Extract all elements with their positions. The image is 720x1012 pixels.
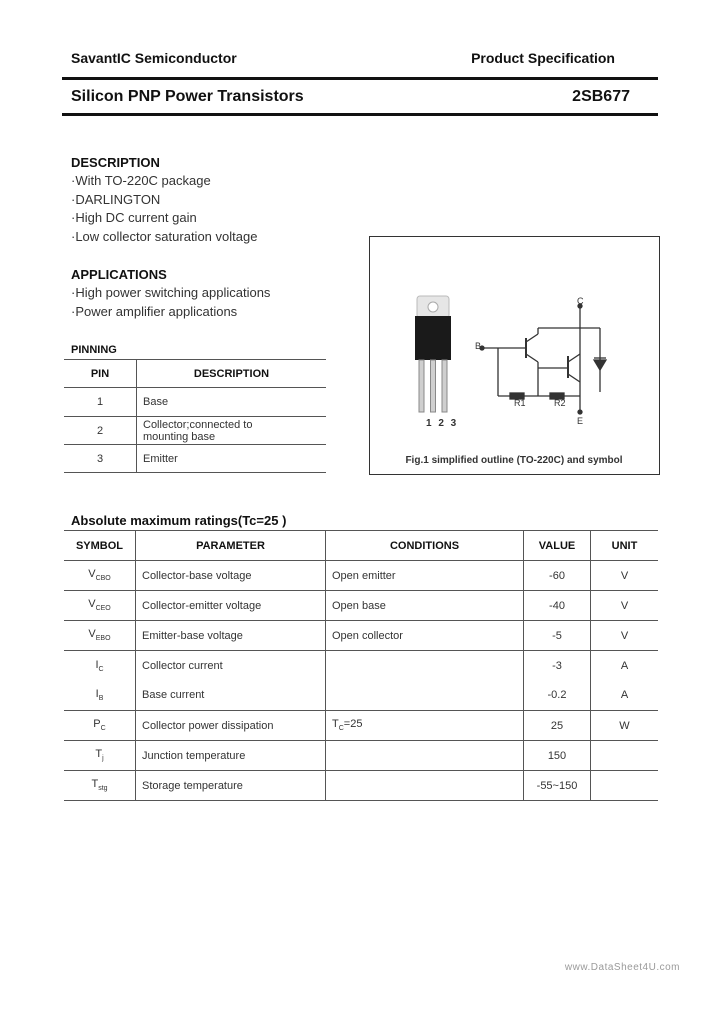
unit-cell: W xyxy=(591,711,659,741)
pin-number: 1 xyxy=(64,388,137,417)
diode-icon xyxy=(594,360,606,370)
symbol-cell: $V_{CBO}$ xyxy=(64,561,136,591)
header-rule-top xyxy=(62,77,658,80)
value-cell: 150 xyxy=(524,741,591,771)
value-cell: 25 xyxy=(524,711,591,741)
table-row xyxy=(64,741,658,771)
unit-col-header: UNIT xyxy=(591,531,659,561)
param-cell: Collector power dissipation xyxy=(136,711,326,741)
pin-col-header: PIN xyxy=(64,360,137,388)
spec-label: Product Specification xyxy=(471,50,615,66)
param-cell: Collector-emitter voltage xyxy=(136,591,326,621)
lead-2 xyxy=(431,360,436,412)
param-cell: Junction temperature xyxy=(136,741,326,771)
param-cell: Base current xyxy=(136,681,326,711)
company-name: SavantIC Semiconductor xyxy=(71,50,237,66)
symbol-cell: $V_{EBO}$ xyxy=(64,621,136,651)
applications-heading: APPLICATIONS xyxy=(71,267,167,282)
label-emitter: E xyxy=(577,416,584,426)
table-row xyxy=(64,388,326,417)
value-cell: -40 xyxy=(524,591,591,621)
cond-cell: $T_C=25$ xyxy=(326,711,524,741)
table-row xyxy=(64,561,658,591)
symbol-cell: $T_j$ xyxy=(64,741,136,771)
value-cell: -0.2 xyxy=(524,681,591,711)
symbol-cell: $I_B$ xyxy=(64,681,136,711)
label-r1: R1 xyxy=(514,398,526,408)
pinning-heading: PINNING xyxy=(71,344,117,356)
unit-cell xyxy=(591,741,659,771)
symbol-col-header: SYMBOL xyxy=(64,531,136,561)
pin-desc: Emitter xyxy=(137,445,327,473)
param-col-header: PARAMETER xyxy=(136,531,326,561)
pin-desc: Base xyxy=(137,388,327,417)
pin-desc-line: mounting base xyxy=(143,430,216,443)
label-base: B xyxy=(475,341,482,351)
desc-col-header: DESCRIPTION xyxy=(137,360,327,388)
darlington-symbol xyxy=(472,292,622,432)
value-col-header: VALUE xyxy=(524,531,591,561)
label-collector: C xyxy=(577,296,584,306)
value-cell: -55~150 xyxy=(524,771,591,801)
symbol-cell: $P_C$ xyxy=(64,711,136,741)
unit-cell: V xyxy=(591,561,659,591)
label-r2: R2 xyxy=(554,398,566,408)
mounting-hole xyxy=(428,302,438,312)
list-item: ·DARLINGTON xyxy=(71,191,161,207)
value-cell: -3 xyxy=(524,651,591,681)
table-row xyxy=(64,771,658,801)
cond-cell xyxy=(326,651,524,681)
package-body xyxy=(415,316,451,360)
table-row xyxy=(64,681,658,711)
symbol-cell: $V_{CEO}$ xyxy=(64,591,136,621)
list-item: ·High power switching applications xyxy=(71,285,271,300)
table-row xyxy=(64,651,658,681)
table-row xyxy=(64,445,326,473)
pin-desc xyxy=(137,417,327,445)
description-list xyxy=(71,172,257,246)
unit-cell: V xyxy=(591,621,659,651)
symbol-cell: $I_C$ xyxy=(64,651,136,681)
list-item: ·Power amplifier applications xyxy=(71,303,238,319)
table-row xyxy=(64,621,658,651)
lead-1 xyxy=(419,360,424,412)
list-item: ·With TO-220C package xyxy=(71,173,211,188)
value-cell: -5 xyxy=(524,621,591,651)
unit-cell: A xyxy=(591,681,659,711)
cond-cell: Open collector xyxy=(326,621,524,651)
document-title: Silicon PNP Power Transistors xyxy=(71,88,304,105)
param-cell: Collector-base voltage xyxy=(136,561,326,591)
cond-cell xyxy=(326,681,524,711)
lead-3 xyxy=(442,360,447,412)
cond-cell xyxy=(326,741,524,771)
param-cell: Storage temperature xyxy=(136,771,326,801)
param-cell: Emitter-base voltage xyxy=(136,621,326,651)
cond-cell: Open emitter xyxy=(326,561,524,591)
part-number: 2SB677 xyxy=(572,88,630,105)
to220-package-image xyxy=(405,290,465,430)
param-cell: Collector current xyxy=(136,651,326,681)
figure-caption: Fig.1 simplified outline (TO-220C) and symbol xyxy=(405,455,623,466)
header-rule-bottom xyxy=(62,113,658,116)
value-cell: -60 xyxy=(524,561,591,591)
description-heading: DESCRIPTION xyxy=(71,155,160,170)
footer-watermark: www.DataSheet4U.com xyxy=(564,962,680,973)
applications-list xyxy=(71,284,270,321)
pin-number: 3 xyxy=(64,445,137,473)
cond-col-header: CONDITIONS xyxy=(326,531,524,561)
cond-cell: Open base xyxy=(326,591,524,621)
table-row xyxy=(64,711,658,741)
table-row xyxy=(64,591,658,621)
unit-cell: V xyxy=(591,591,659,621)
cond-cell xyxy=(326,771,524,801)
pin-numbers: 1 2 3 xyxy=(426,418,459,429)
list-item: ·High DC current gain xyxy=(71,210,197,225)
table-row xyxy=(64,417,326,445)
unit-cell xyxy=(591,771,659,801)
ratings-title: Absolute maximum ratings(Tc=25 ) xyxy=(71,513,287,528)
list-item: ·Low collector saturation voltage xyxy=(71,228,258,244)
pin-desc-line: Collector;connected to xyxy=(143,418,253,431)
ratings-table xyxy=(64,530,658,801)
symbol-cell: $T_{stg}$ xyxy=(64,771,136,801)
pinning-table xyxy=(64,359,326,473)
pin-number: 2 xyxy=(64,417,137,445)
unit-cell: A xyxy=(591,651,659,681)
